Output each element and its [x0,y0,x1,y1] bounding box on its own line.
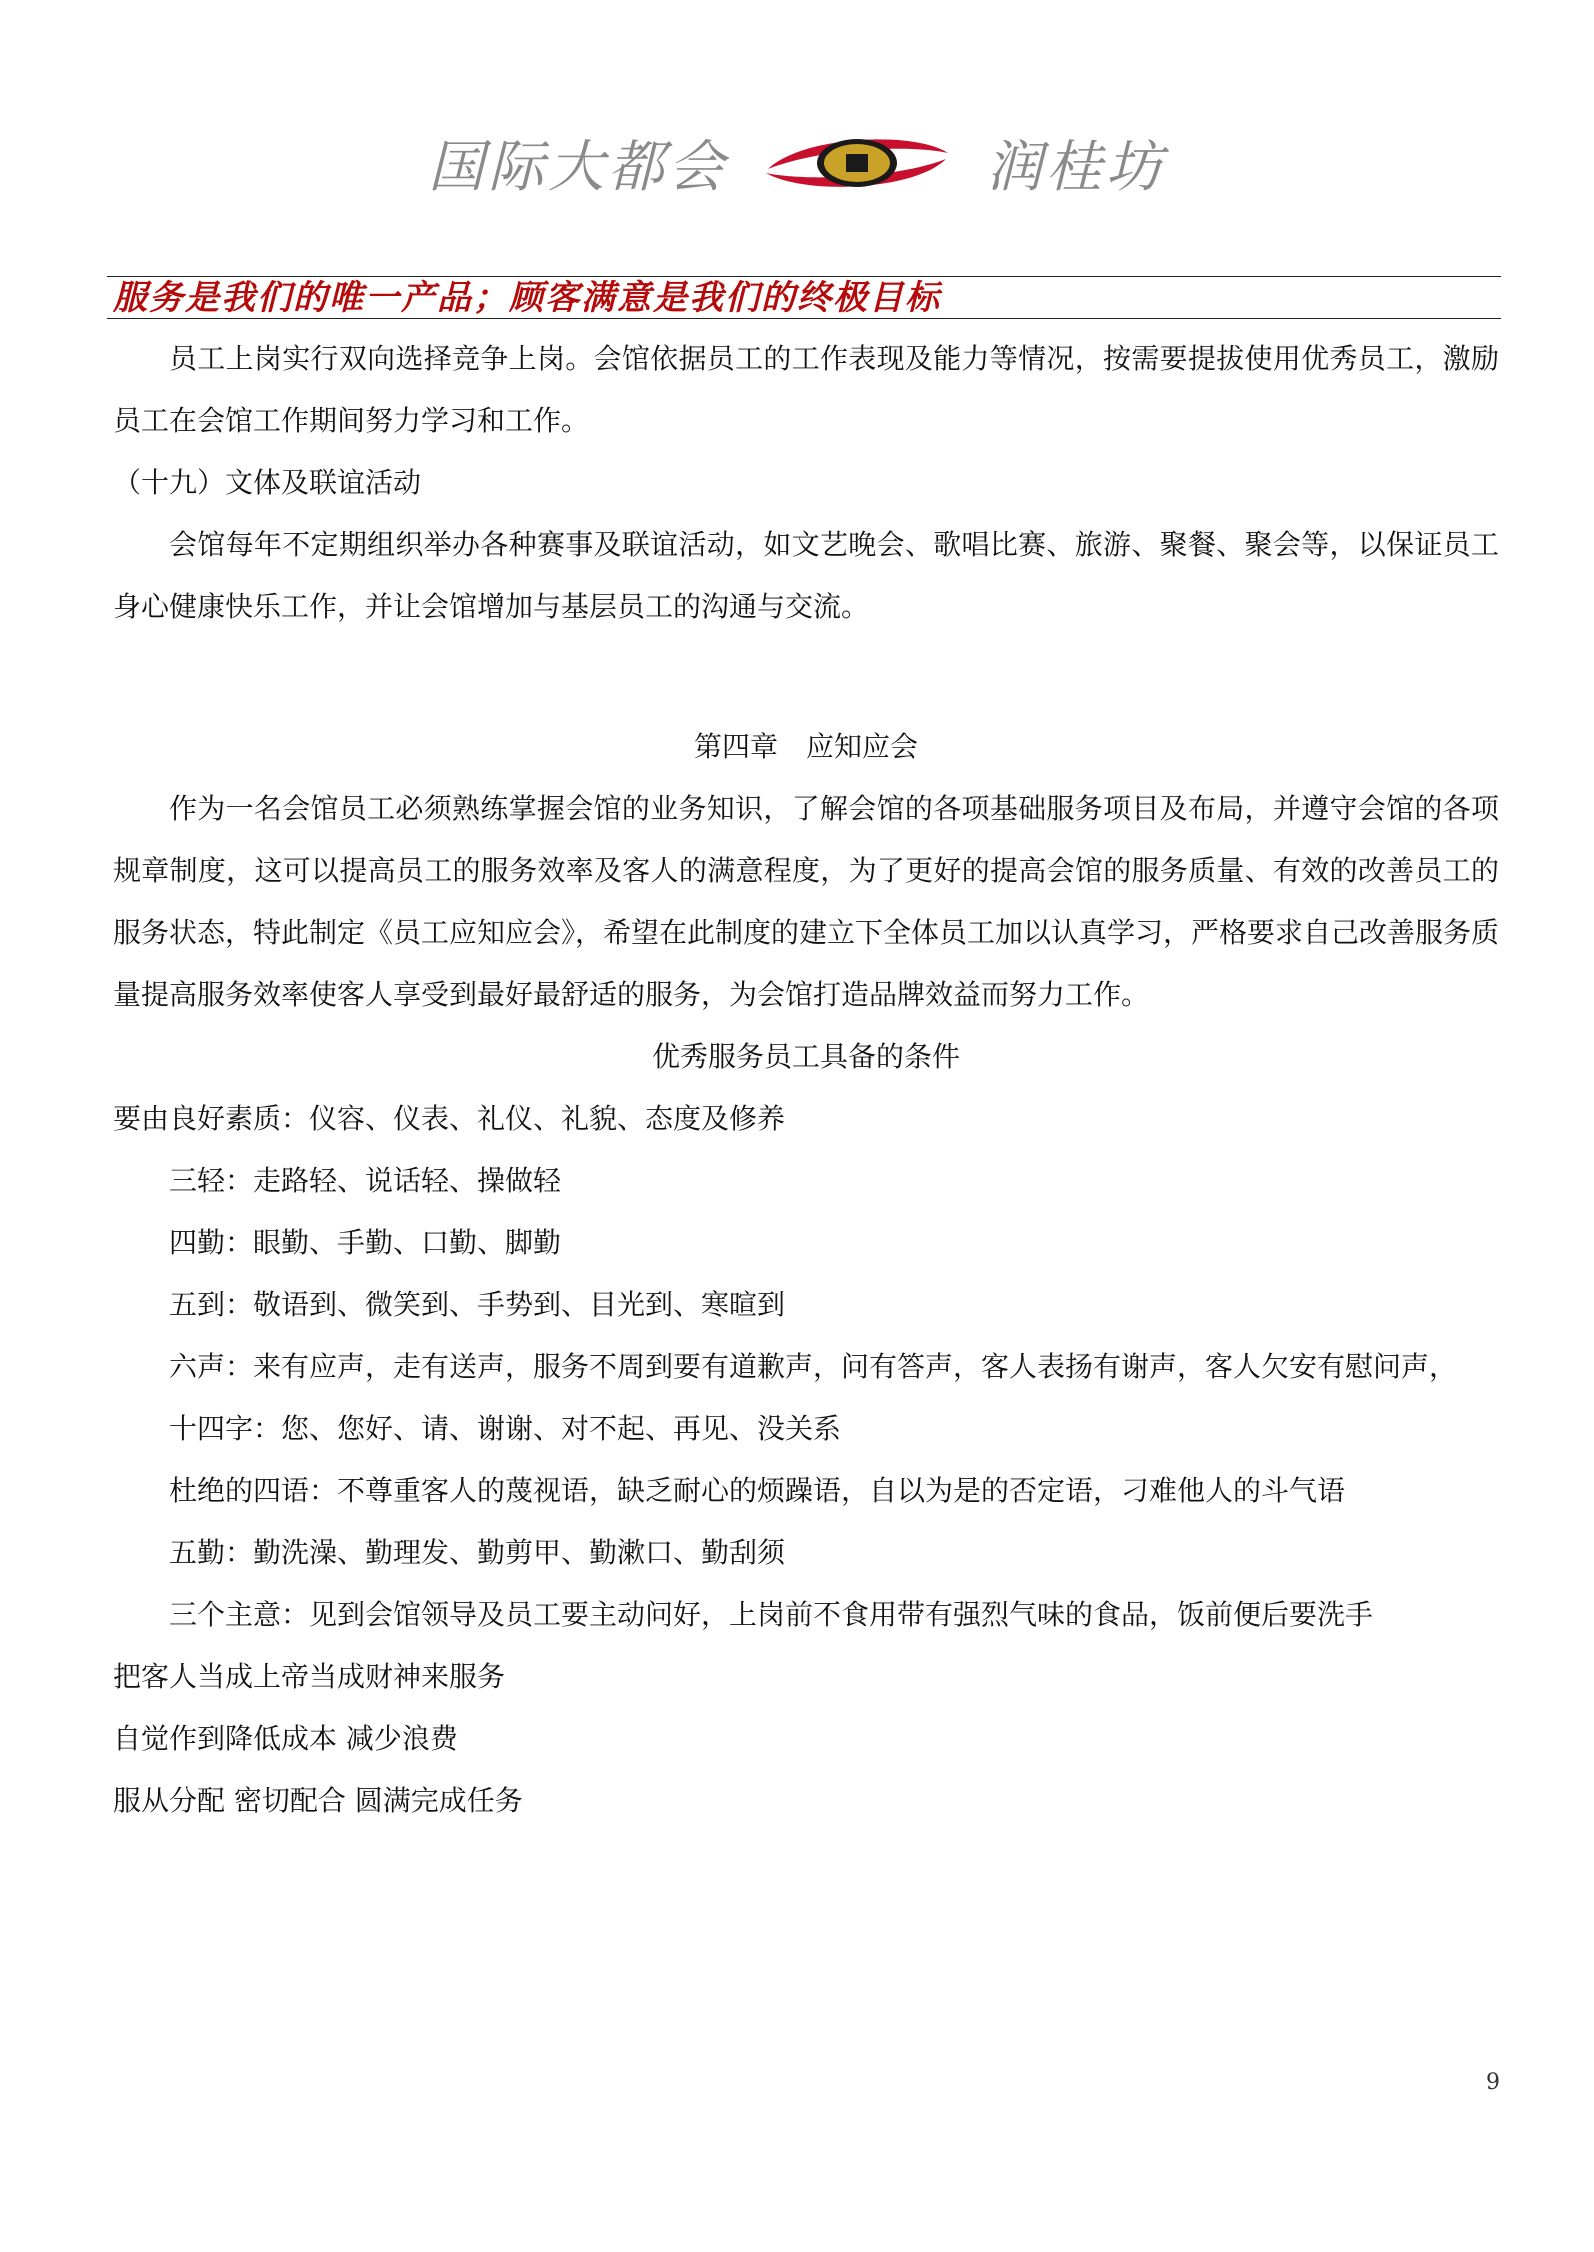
list-item: 自觉作到降低成本 减少浪费 [113,1722,458,1755]
spacer [113,638,1499,716]
body-text [113,328,1499,1832]
list-item: 服从分配 密切配合 圆满完成任务 [113,1784,523,1817]
header-title-right: 润桂坊 [986,135,1166,200]
list-item: 杜绝的四语：不尊重客人的蔑视语，缺乏耐心的烦躁语，自以为是的否定语，刁难他人的斗气语 [169,1474,1346,1507]
list-item: 四勤：眼勤、手勤、口勤、脚勤 [169,1226,562,1259]
header-title-left: 国际大都会 [428,135,728,200]
list-item: 十四字：您、您好、请、谢谢、对不起、再见、没关系 [169,1412,842,1445]
subtitle: 优秀服务员工具备的条件 [651,1040,960,1073]
header-rule-top [107,276,1501,277]
list-item: 三个主意：见到会馆领导及员工要主动问好，上岗前不食用带有强烈气味的食品，饭前便后要洗手 [169,1598,1374,1631]
chapter-title: 第四章 应知应会 [693,730,918,763]
coin-logo-icon [764,133,950,193]
section-heading: （十九）文体及联谊活动 [113,466,422,499]
paragraph: 会馆每年不定期组织举办各种赛事及联谊活动，如文艺晚会、歌唱比赛、旅游、聚餐、聚会等，以保证员工身心健康快乐工作，并让会馆增加与基层员工的沟通与交流。 [113,528,1499,623]
list-item: 要由良好素质：仪容、仪表、礼仪、礼貌、态度及修养 [113,1102,786,1135]
slogan-banner: 服务是我们的唯一产品；顾客满意是我们的终极目标 [113,278,941,318]
page-header [0,118,1594,208]
header-rule-bottom [107,318,1501,319]
paragraph: 员工上岗实行双向选择竞争上岗。会馆依据员工的工作表现及能力等情况，按需要提拔使用优秀员工，激励员工在会馆工作期间努力学习和工作。 [113,342,1499,437]
list-item: 三轻：走路轻、说话轻、操做轻 [169,1164,562,1197]
list-item: 五勤：勤洗澡、勤理发、勤剪甲、勤漱口、勤刮须 [169,1536,786,1569]
list-item: 把客人当成上帝当成财神来服务 [113,1660,506,1693]
list-item: 五到：敬语到、微笑到、手势到、目光到、寒暄到 [169,1288,786,1321]
paragraph: 作为一名会馆员工必须熟练掌握会馆的业务知识，了解会馆的各项基础服务项目及布局，并遵守会馆的各项规章制度，这可以提高员工的服务效率及客人的满意程度，为了更好的提高会馆的服务质量、有效的改善员工的服务状态，特此制定《员工应知应会》，希望在此制度的建立下全体员工加以认真学习，严格要求自己改善服务质量提高服务效率使客人享受到最好最舒适的服务，为会馆打造品牌效益而努力工作。 [113,792,1500,1011]
list-item: 六声：来有应声，走有送声，服务不周到要有道歉声，问有答声，客人表扬有谢声，客人欠安有慰问声， [169,1350,1458,1383]
page-number: 9 [1486,2070,1500,2095]
